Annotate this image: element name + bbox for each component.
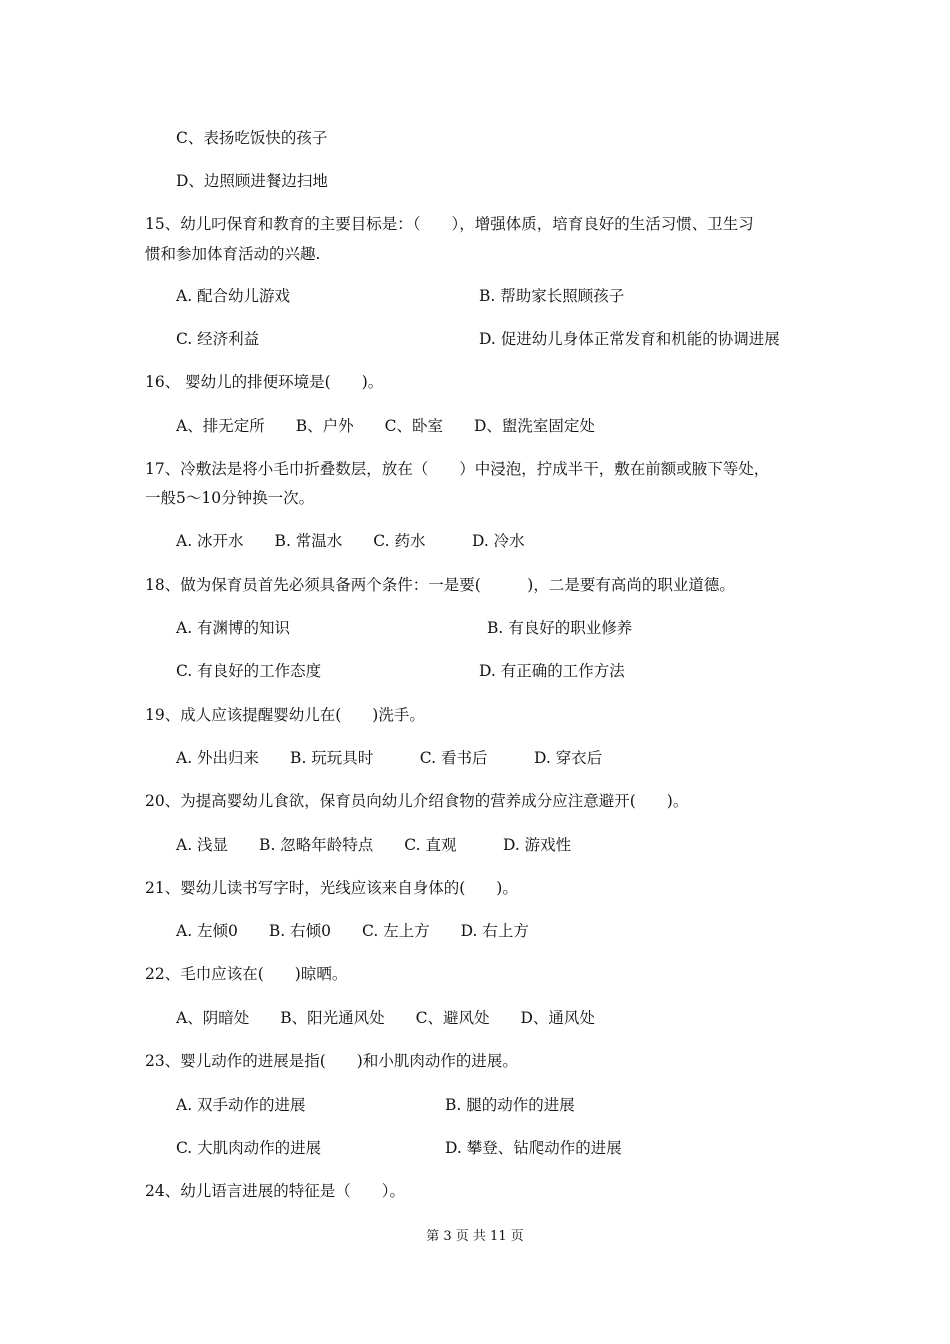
question-18-option-d: D. 有正确的工作方法 — [479, 662, 625, 680]
question-17-line1: 17、冷敷法是将小毛巾折叠数层，放在（ ）中浸泡，拧成半干，敷在前额或腋下等处， — [145, 460, 770, 478]
question-18-option-b: B. 有良好的职业修养 — [487, 619, 633, 637]
question-21-options: A. 左倾0 B. 右倾0 C. 左上方 D. 右上方 — [176, 922, 529, 940]
option-c-line: C、表扬吃饭快的孩子 — [176, 129, 328, 147]
question-23-option-d: D. 攀登、钻爬动作的进展 — [445, 1139, 622, 1157]
question-22: 22、毛巾应该在( )晾晒。 — [145, 965, 348, 983]
question-20-options: A. 浅显 B. 忽略年龄特点 C. 直观 D. 游戏性 — [176, 836, 572, 854]
question-15-option-c: C. 经济利益 — [176, 330, 260, 348]
question-15-line1: 15、幼儿叼保育和教育的主要目标是：（ ），增强体质，培育良好的生活习惯、卫生习 — [145, 215, 754, 233]
question-15-option-d: D. 促进幼儿身体正常发育和机能的协调进展 — [479, 330, 780, 348]
question-17-line2: 一般5～10分钟换一次。 — [145, 489, 315, 507]
question-15-line2: 惯和参加体育活动的兴趣. — [145, 245, 321, 263]
question-20: 20、为提高婴幼儿食欲，保育员向幼儿介绍食物的营养成分应注意避开( )。 — [145, 792, 689, 810]
page-footer: 第 3 页 共 11 页 — [426, 1229, 524, 1244]
question-23-option-c: C. 大肌肉动作的进展 — [176, 1139, 322, 1157]
question-15-option-b: B. 帮助家长照顾孩子 — [479, 287, 625, 305]
question-23-option-a: A. 双手动作的进展 — [176, 1096, 306, 1114]
question-21: 21、婴幼儿读书写字时，光线应该来自身体的( )。 — [145, 879, 518, 897]
question-19: 19、成人应该提醒婴幼儿在( )洗手。 — [145, 706, 425, 724]
question-18: 18、做为保育员首先必须具备两个条件：一是要( )，二是要有高尚的职业道德。 — [145, 576, 735, 594]
question-23: 23、婴儿动作的进展是指( )和小肌肉动作的进展。 — [145, 1052, 518, 1070]
question-19-options: A. 外出归来 B. 玩玩具时 C. 看书后 D. 穿衣后 — [176, 749, 603, 767]
question-16: 16、 婴幼儿的排便环境是( )。 — [145, 373, 384, 391]
question-23-option-b: B. 腿的动作的进展 — [445, 1096, 575, 1114]
question-16-options: A、排无定所 B、户外 C、卧室 D、盥洗室固定处 — [176, 417, 595, 435]
question-22-options: A、阴暗处 B、阳光通风处 C、避风处 D、通风处 — [176, 1009, 595, 1027]
option-d-line: D、边照顾进餐边扫地 — [176, 172, 328, 190]
question-17-options: A. 冰开水 B. 常温水 C. 药水 D. 冷水 — [176, 532, 525, 550]
question-24: 24、幼儿语言进展的特征是（ ）。 — [145, 1182, 405, 1200]
question-18-option-a: A. 有渊博的知识 — [176, 619, 291, 637]
question-15-option-a: A. 配合幼儿游戏 — [176, 287, 291, 305]
question-18-option-c: C. 有良好的工作态度 — [176, 662, 322, 680]
